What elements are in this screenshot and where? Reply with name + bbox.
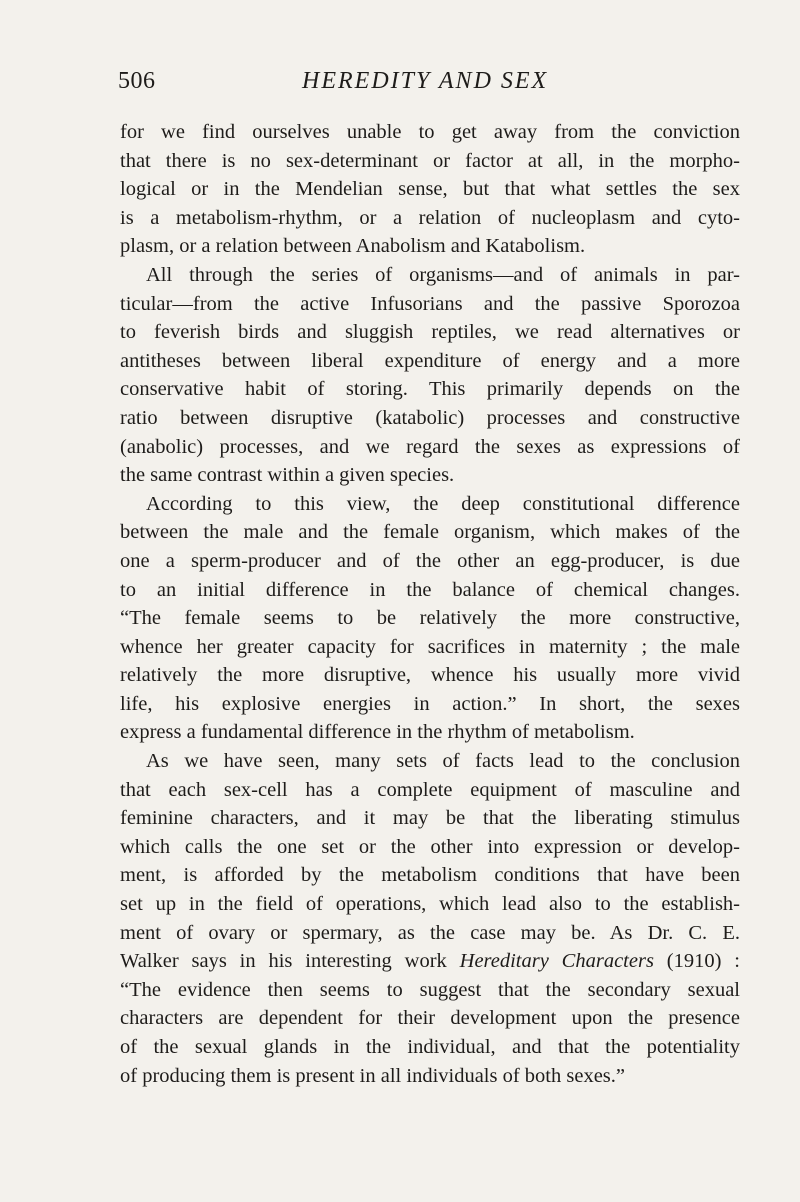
text-line xyxy=(120,1062,740,1091)
text-line xyxy=(120,861,740,890)
text-line-content: life, his explosive energies in action.” In short, the sexes xyxy=(120,692,740,715)
work-title: Hereditary Characters xyxy=(459,950,654,973)
text-line xyxy=(120,318,740,347)
text-line xyxy=(120,576,740,605)
text-line-content: feminine characters, and it may be that the liberating stimulus xyxy=(120,807,740,830)
text-line xyxy=(120,404,740,433)
text-line xyxy=(120,1004,740,1033)
text-line xyxy=(120,1033,740,1062)
text-line xyxy=(120,604,740,633)
text-line-content: antitheses between liberal expenditure of energy and a more xyxy=(120,349,740,372)
text-line-content: plasm, or a relation between Anabolism and Katabolism. xyxy=(120,235,586,258)
text-line xyxy=(120,175,740,204)
text-line xyxy=(120,147,740,176)
text-line-content: conservative habit of storing. This primarily depends on the xyxy=(120,378,740,401)
text-line xyxy=(120,347,740,376)
text-line xyxy=(120,690,740,719)
text-line xyxy=(120,547,740,576)
text-line-content: of producing them is present in all individuals of both sexes.” xyxy=(120,1064,626,1087)
text-line-content: ment of ovary or spermary, as the case may be. As Dr. C. E. xyxy=(120,921,740,944)
text-line xyxy=(120,290,740,319)
text-line xyxy=(120,204,740,233)
text-line xyxy=(120,919,740,948)
text-line-suffix: (1910) : xyxy=(653,950,740,973)
text-line-content: “The female seems to be relatively the more constructive, xyxy=(120,607,740,630)
text-line xyxy=(120,833,740,862)
text-line-content: As we have seen, many sets of facts lead to the conclusion xyxy=(146,750,740,773)
text-line xyxy=(120,804,740,833)
text-line-content: logical or in the Mendelian sense, but that what settles the sex xyxy=(120,178,740,201)
text-line-content: express a fundamental difference in the rhythm of metabolism. xyxy=(120,721,635,744)
text-line xyxy=(120,375,740,404)
text-line-content: set up in the field of operations, which lead also to the establish- xyxy=(120,893,740,916)
running-head xyxy=(118,68,738,104)
text-line-content: the same contrast within a given species. xyxy=(120,464,455,487)
text-line xyxy=(120,947,740,976)
text-line-content: between the male and the female organism, which makes of the xyxy=(120,521,740,544)
text-line xyxy=(120,661,740,690)
text-line-content: of the sexual glands in the individual, and that the potentiality xyxy=(120,1036,740,1058)
text-line-content: which calls the one set or the other into expression or develop- xyxy=(120,835,740,858)
text-line-content: According to this view, the deep constitutional difference xyxy=(146,492,740,515)
text-line-content: relatively the more disruptive, whence his usually more vivid xyxy=(120,664,740,687)
text-line-content: whence her greater capacity for sacrifices in maternity ; the male xyxy=(120,635,740,658)
text-line-content: Walker says in his interesting work xyxy=(120,950,447,973)
text-line xyxy=(120,518,740,547)
text-line-content: to an initial difference in the balance of chemical changes. xyxy=(120,578,740,601)
text-line-content: to feverish birds and sluggish reptiles, we read alternatives or xyxy=(120,321,740,344)
text-line-content: ticular—from the active Infusorians and the passive Sporozoa xyxy=(120,292,740,315)
text-line xyxy=(120,747,740,776)
text-line-content: ratio between disruptive (katabolic) processes and constructive xyxy=(120,406,740,429)
text-line-content: for we find ourselves unable to get away from the conviction xyxy=(120,121,740,143)
text-line-content: All through the series of organisms—and of animals in par- xyxy=(146,263,740,286)
text-line xyxy=(120,461,740,490)
text-line xyxy=(120,490,740,519)
body-text xyxy=(120,118,740,1090)
text-line-content: that there is no sex-determinant or factor at all, in the morpho- xyxy=(120,149,740,172)
text-line xyxy=(120,976,740,1005)
text-line-content: one a sperm-producer and of the other an egg-producer, is due xyxy=(120,549,740,572)
page-number: 506 xyxy=(118,68,156,94)
text-line xyxy=(120,718,740,747)
text-line xyxy=(120,261,740,290)
text-line-content: that each sex-cell has a complete equipment of masculine and xyxy=(120,778,740,801)
text-line-content: “The evidence then seems to suggest that the secondary sexual xyxy=(120,978,740,1001)
text-line-content: (anabolic) processes, and we regard the sexes as expressions of xyxy=(120,435,740,458)
running-title: HEREDITY AND SEX xyxy=(302,68,549,94)
text-line-content: ment, is afforded by the metabolism conditions that have been xyxy=(120,864,740,887)
text-line xyxy=(120,118,740,147)
text-line xyxy=(120,433,740,462)
text-line xyxy=(120,890,740,919)
text-line xyxy=(120,232,740,261)
text-line-content: is a metabolism-rhythm, or a relation of nucleoplasm and cyto- xyxy=(120,206,740,229)
text-line xyxy=(120,776,740,805)
text-line-content: characters are dependent for their development upon the presence xyxy=(120,1007,740,1030)
text-line xyxy=(120,633,740,662)
